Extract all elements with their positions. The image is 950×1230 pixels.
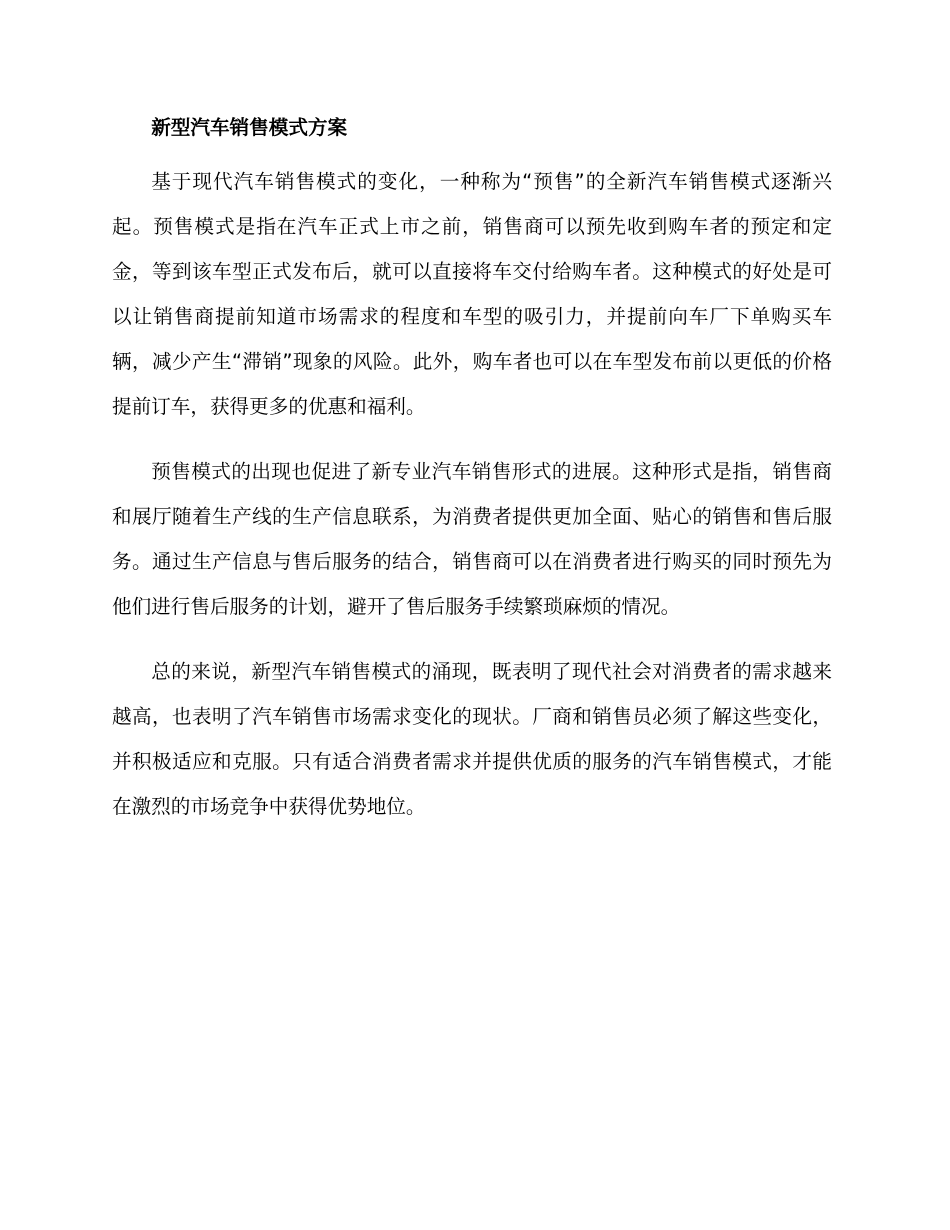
document-title: 新型汽车销售模式方案 <box>151 116 348 139</box>
document-body <box>112 113 832 849</box>
paragraph-new-sales-form: 预售模式的出现也促进了新专业汽车销售形式的进展。这种形式是指，销售商和展厅随着生产线的生产信息联系，为消费者提供更加全面、贴心的销售和售后服务。通过生产信息与售后服务的结合，销售商可以在消费者进行购买的同时预先为他们进行售后服务的计划，避开了售后服务手续繁琐麻烦的情况。 <box>112 460 832 618</box>
paragraph-presale-model: 基于现代汽车销售模式的变化，一种称为“预售”的全新汽车销售模式逐渐兴起。预售模式是指在汽车正式上市之前，销售商可以预先收到购车者的预定和定金，等到该车型正式发布后，就可以直接将车交付给购车者。这种模式的好处是可以让销售商提前知道市场需求的程度和车型的吸引力，并提前向车厂下单购买车辆，减少产生“滞销”现象的风险。此外，购车者也可以在车型发布前以更低的价格提前订车，获得更多的优惠和福利。 <box>112 170 832 418</box>
paragraph-conclusion: 总的来说，新型汽车销售模式的涌现，既表明了现代社会对消费者的需求越来越高，也表明了汽车销售市场需求变化的现状。厂商和销售员必须了解这些变化，并积极适应和克服。只有适合消费者需求并提供优质的服务的汽车销售模式，才能在激烈的市场竞争中获得优势地位。 <box>112 660 832 818</box>
